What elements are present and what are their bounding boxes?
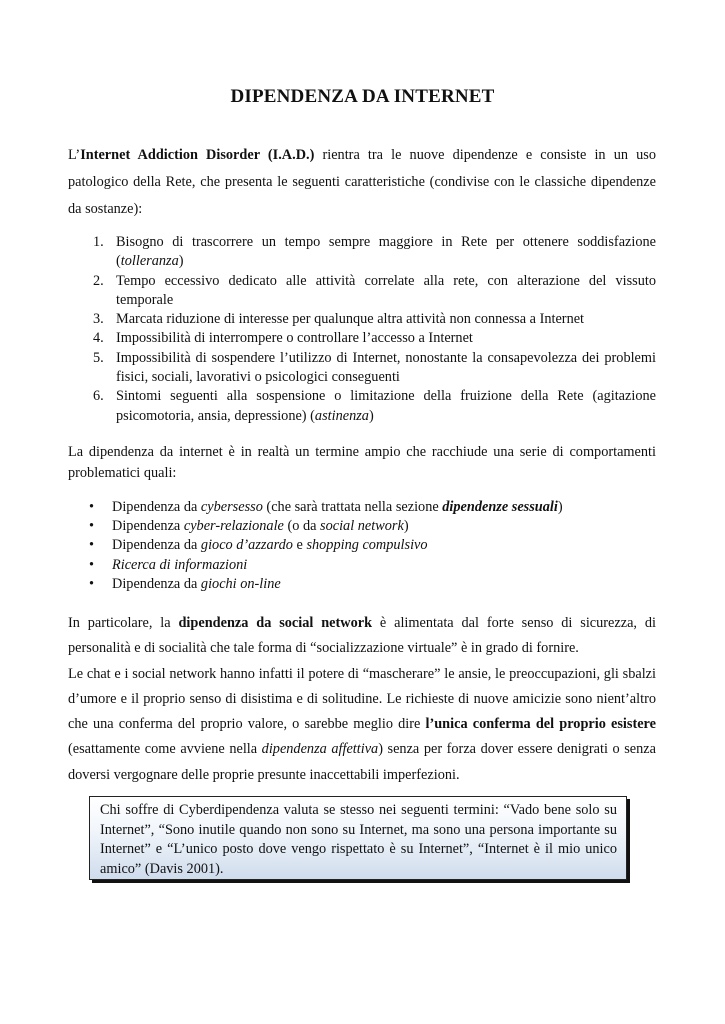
page-title: DIPENDENZA DA INTERNET — [230, 86, 495, 107]
behaviors-list — [68, 498, 656, 594]
bullet-icon: • — [89, 556, 95, 573]
list-item: • Dipendenza cyber-relazionale (o da social network) — [68, 517, 656, 536]
intro-line-3: da sostanze): — [68, 201, 143, 217]
intro-line-2: patologico della Rete, che presenta le seguenti caratteristiche (condivise con le classiche dipendenze — [68, 174, 656, 190]
list-item: 2. Tempo eccessivo dedicato alle attività correlate alla rete, con alterazione del vissuto temporale — [93, 272, 656, 308]
bullet-icon: • — [89, 575, 95, 592]
list-item: • Ricerca di informazioni — [68, 556, 656, 575]
list-item: 3. Marcata riduzione di interesse per qualunque altra attività non connessa a Internet — [93, 311, 585, 328]
list-item: • Dipendenza da giochi on-line — [68, 575, 656, 594]
iad-term: Internet Addiction Disorder (I.A.D.) — [80, 147, 315, 163]
behaviors-intro-paragraph: La dipendenza da internet è in realtà un termine ampio che racchiude una serie di comportamenti problematici quali: — [68, 444, 656, 481]
intro-paragraph — [68, 142, 656, 223]
list-item: • Dipendenza da gioco d’azzardo e shopping compulsivo — [68, 536, 656, 555]
list-item: 5. Impossibilità di sospendere l’utilizzo di Internet, nonostante la consapevolezza dei problemi fisici, sociali, lavorativi o psicologici conseguenti — [93, 349, 656, 386]
criteria-list — [68, 233, 656, 426]
intro-line-1: L’Internet Addiction Disorder (I.A.D.) rientra tra le nuove dipendenze e consiste in un uso — [68, 147, 656, 163]
list-item: 1. Bisogno di trascorrere un tempo sempre maggiore in Rete per ottenere soddisfazione (tolleranza) — [93, 234, 656, 270]
list-item: 6. Sintomi seguenti alla sospensione o limitazione della fruizione della Rete (agitazione psicomotoria, ansia, depressione) (astinenza) — [93, 388, 656, 424]
list-item: 4. Impossibilità di interrompere o controllare l’accesso a Internet — [93, 330, 473, 347]
list-item: • Dipendenza da cybersesso (che sarà trattata nella sezione dipendenze sessuali) — [68, 498, 656, 517]
social-network-paragraph: In particolare, la dipendenza da social network è alimentata dal forte senso di sicurezza, di personalità e di socialità che tale forma di “socializzazione virtuale” è in grado di fornire. Le chat e i social network hanno infatti il potere di “mascherare” le ansie, le preoccupazioni, gli sbalzi d’umore e il proprio senso di disistima e di solitudine. Le richieste di nuove amicizie sono nient’altro che una conferma del proprio valore, o sarebbe meglio dire l’unica conferma del proprio esistere (esattamente come avviene nella dipendenza affettiva) senza per forza dover essere denigrati o senza doversi vergognare delle proprie presunte inaccettabili imperfezioni. — [68, 615, 656, 783]
bullet-icon: • — [89, 537, 95, 554]
quote-box: Chi soffre di Cyberdipendenza valuta se stesso nei seguenti termini: “Vado bene solo su Internet”, “Sono inutile quando non sono su Internet, ma sono una persona importante su Internet” e “L’unico posto dove vengo rispettato è su Internet”, “Internet è il mio unico amico” (Davis 2001). — [89, 796, 627, 880]
bullet-icon: • — [89, 499, 95, 515]
bullet-icon: • — [89, 518, 95, 535]
